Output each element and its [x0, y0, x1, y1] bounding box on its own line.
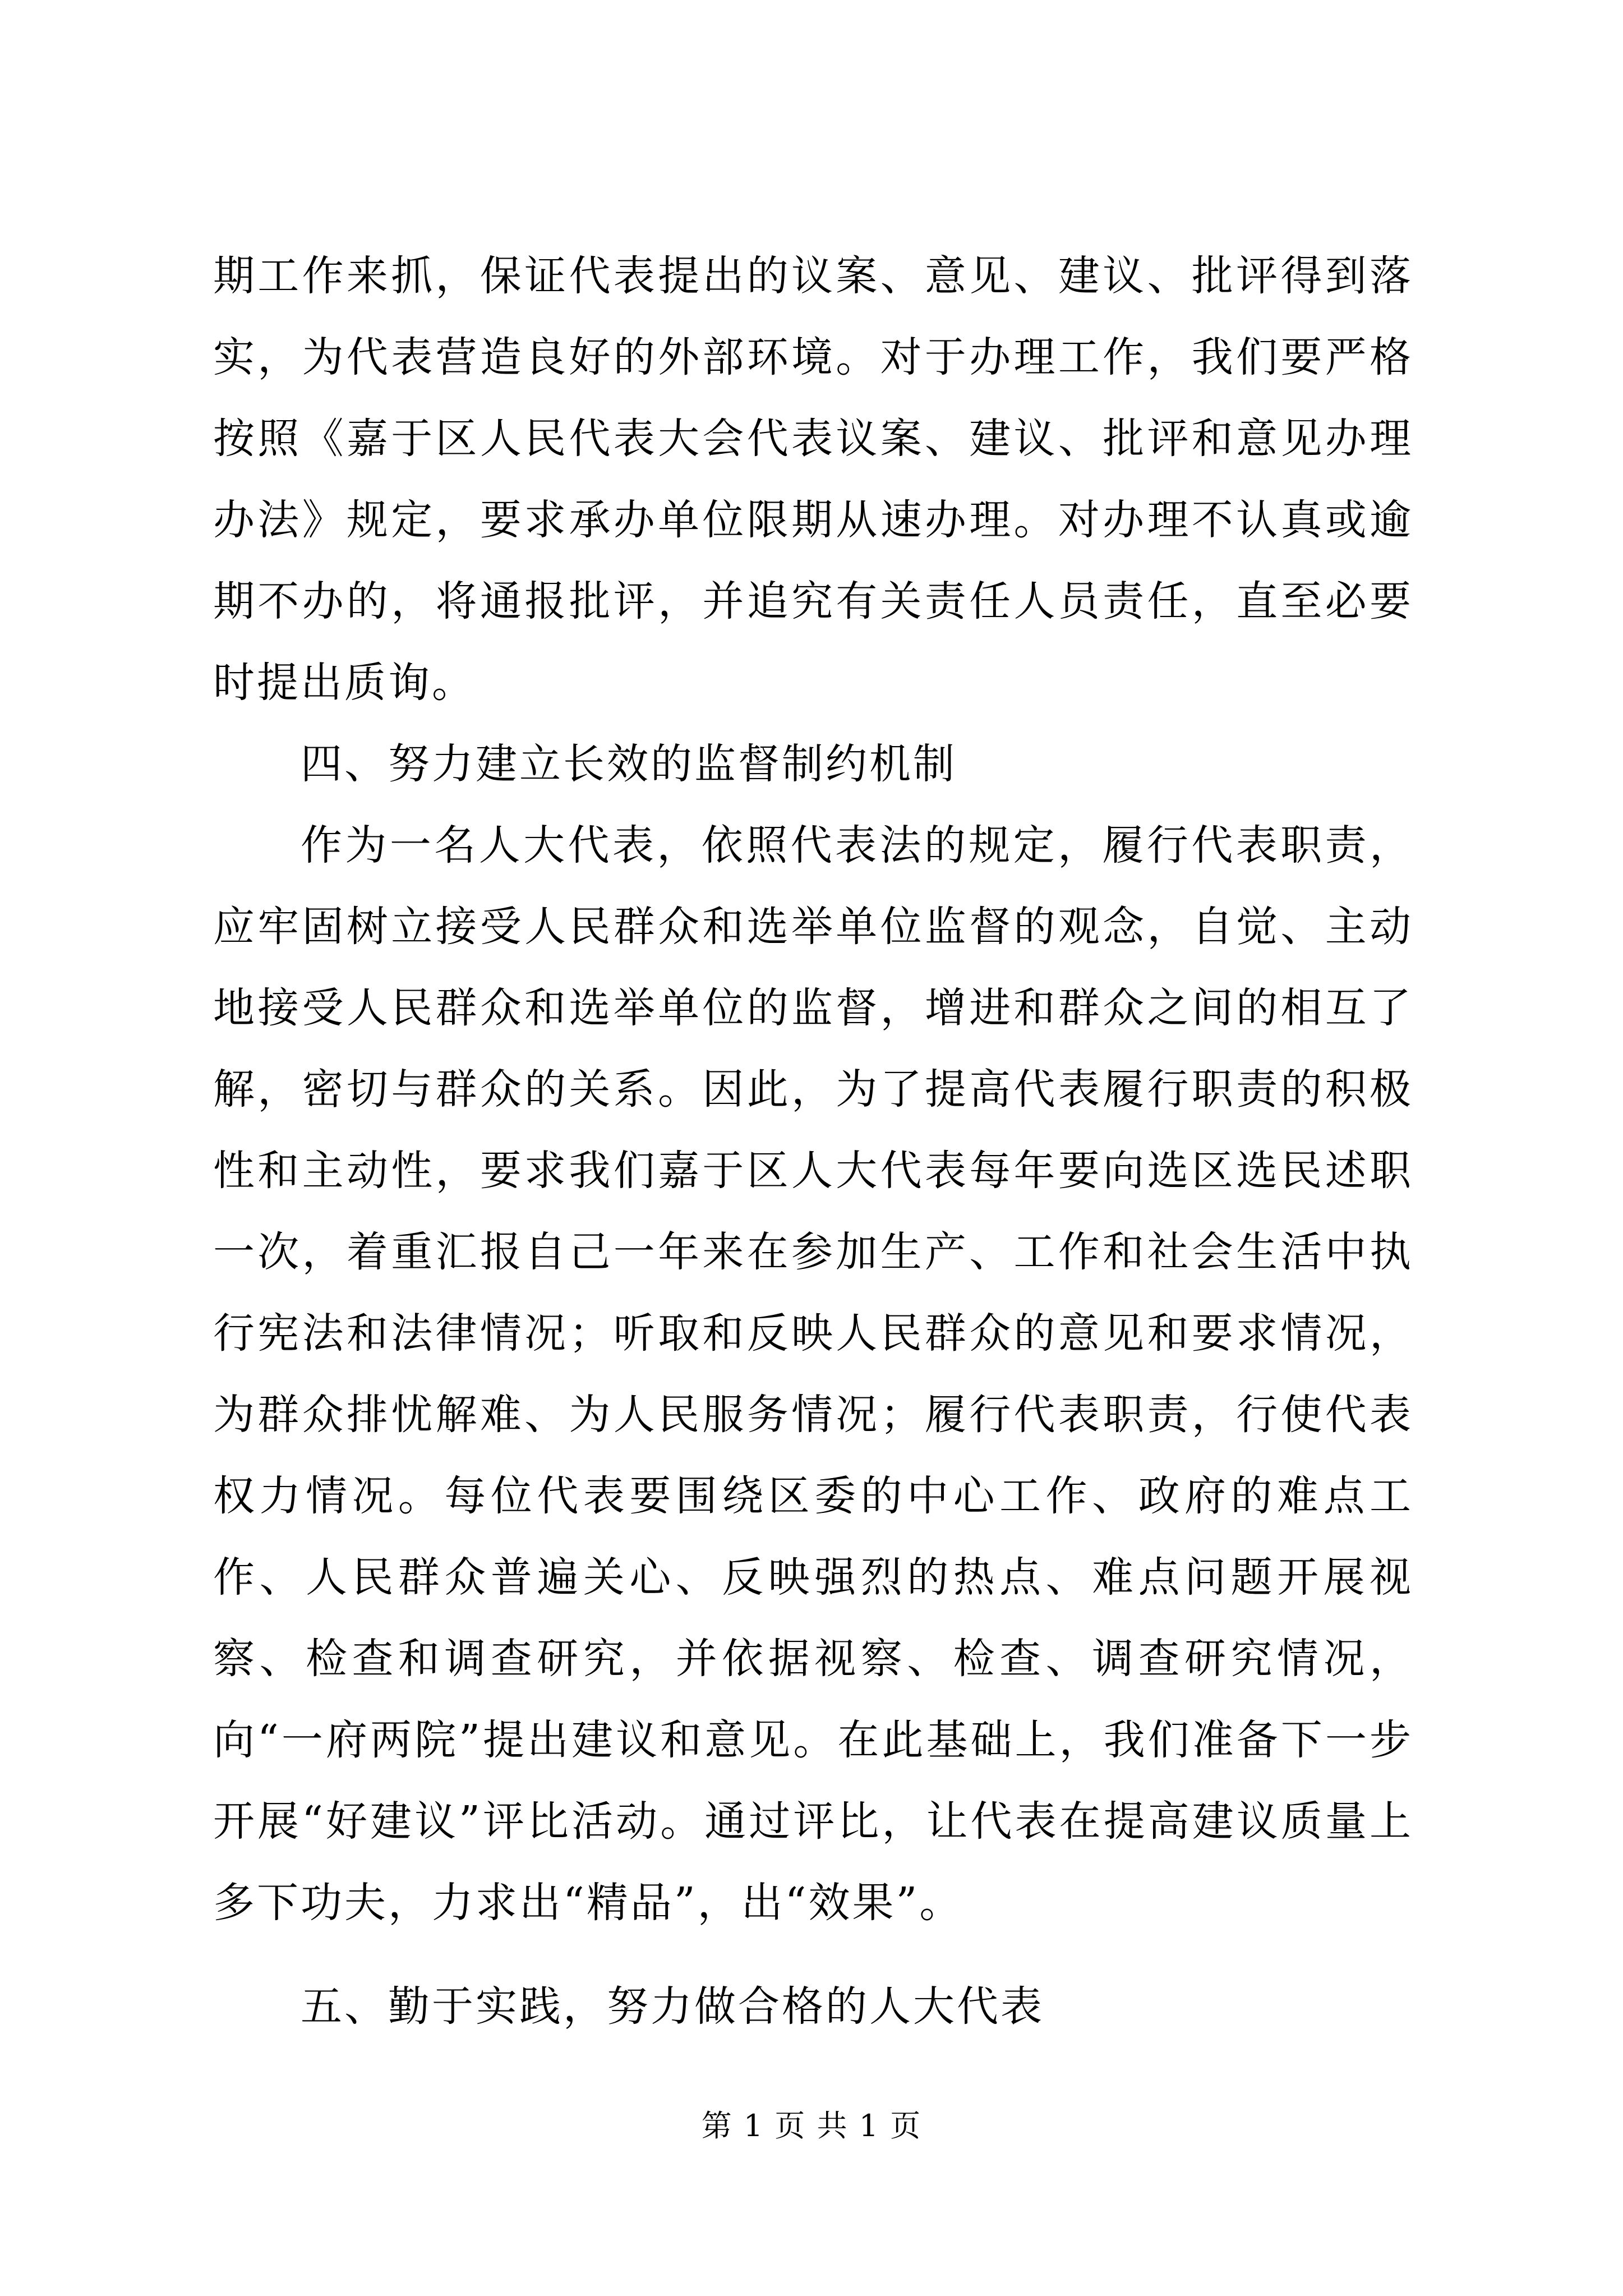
section-heading-5: 五、勤于实践，努力做合格的人大代表 [301, 1982, 1044, 2031]
document-body [213, 236, 1413, 2047]
page-footer: 第 1 页 共 1 页 [701, 2108, 922, 2143]
paragraph-continuation: 期工作来抓，保证代表提出的议案、意见、建议、批评得到落实，为代表营造良好的外部环境。对于办理工作，我们要严格按照《嘉于区人民代表大会代表议案、建议、批评和意见办理办法》规定，要求承办单位限期从速办理。对办理不认真或逾期不办的，将通报批评，并追究有关责任人员责任，直至必要时提出质询。 [213, 252, 1413, 707]
section-heading-4: 四、努力建立长效的监督制约机制 [301, 740, 957, 788]
paragraph-body: 作为一名人大代表，依照代表法的规定，履行代表职责，应牢固树立接受人民群众和选举单位监督的观念，自觉、主动地接受人民群众和选举单位的监督，增进和群众之间的相互了解，密切与群众的关系。因此，为了提高代表履行职责的积极性和主动性，要求我们嘉于区人大代表每年要向选区选民述职一次，着重汇报自己一年来在参加生产、工作和社会生活中执行宪法和法律情况；听取和反映人民群众的意见和要求情况，为群众排忧解难、为人民服务情况；履行代表职责，行使代表权力情况。每位代表要围绕区委的中心工作、政府的难点工作、人民群众普遍关心、反映强烈的热点、难点问题开展视察、检查和调查研究，并依据视察、检查、调查研究情况，向“一府两院”提出建议和意见。在此基础上，我们准备下一步开展“好建议”评比活动。通过评比，让代表在提高建议质量上多下功夫，力求出“精品”，出“效果”。 [213, 821, 1413, 1927]
